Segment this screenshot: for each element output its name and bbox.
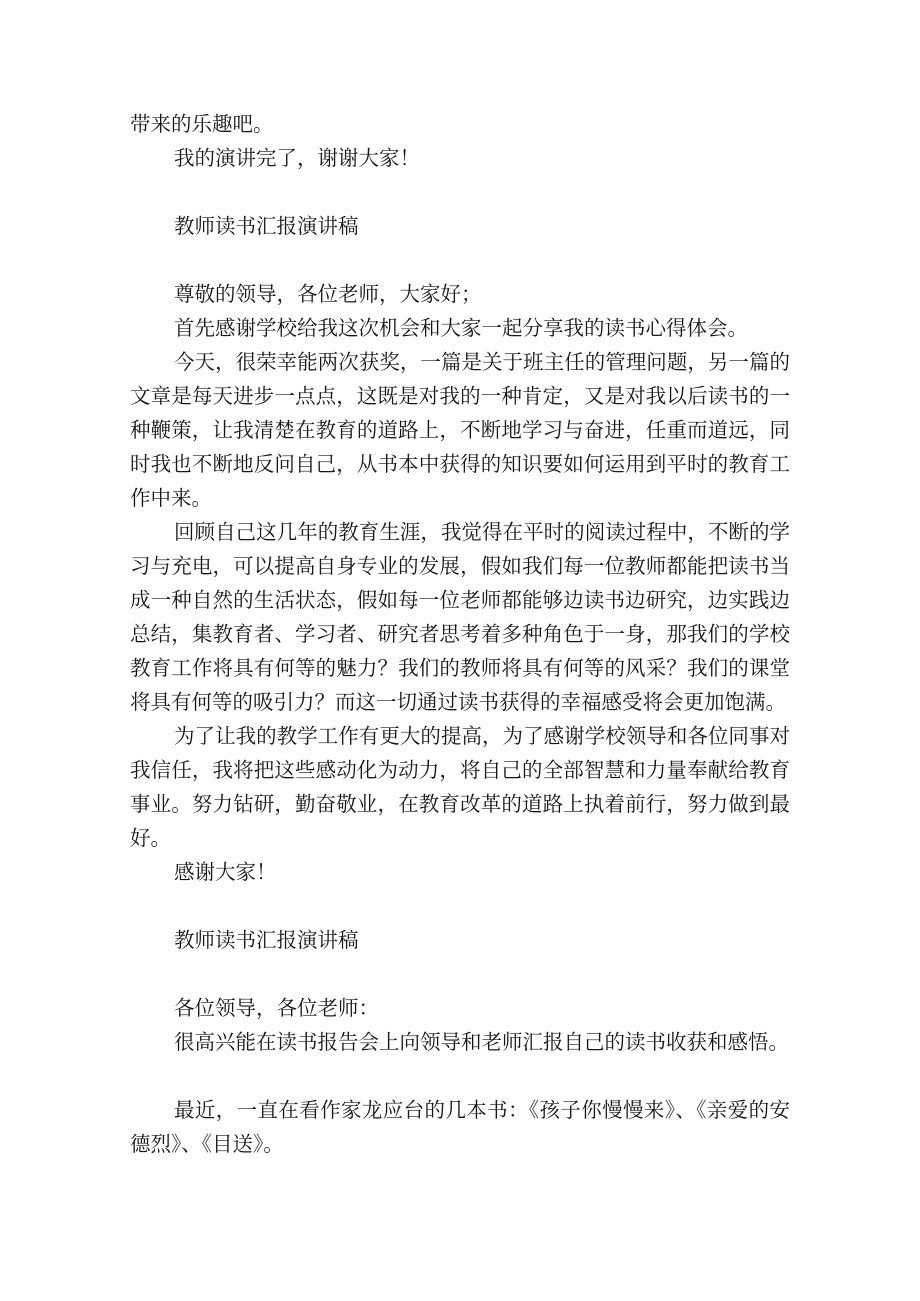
section-title: 教师读书汇报演讲稿 [174,216,359,238]
paragraph: 各位领导，各位老师： [174,998,379,1020]
paragraph: 带来的乐趣吧。 [130,114,274,136]
paragraph: 今天，很荣幸能两次获奖，一篇是关于班主任的管理问题，另一篇的文章是每天进步一点点，这既是对我的一种肯定，又是对我以后读书的一种鞭策，让我清楚在教育的道路上，不断地学习与奋进，任重而道远，同时我也不断地反问自己，从书本中获得的知识要如何运用到平时的教育工作中来。 [130,352,790,510]
paragraph: 为了让我的教学工作有更大的提高，为了感谢学校领导和各位同事对我信任，我将把这些感动化为动力，将自己的全部智慧和力量奉献给教育事业。努力钻研，勤奋敬业，在教育改革的道路上执着前行，努力做到最好。 [130,726,790,850]
paragraph: 感谢大家！ [174,862,277,884]
blank-line [130,244,790,278]
blank-line [130,958,790,992]
paragraph: 我的演讲完了，谢谢大家！ [174,148,420,170]
paragraph: 回顾自己这几年的教育生涯，我觉得在平时的阅读过程中，不断的学习与充电，可以提高自身专业的发展，假如我们每一位教师都能把读书当成一种自然的生活状态，假如每一位老师都能够边读书边研究，边实践边总结，集教育者、学习者、研究者思考着多种角色于一身，那我们的学校教育工作将具有何等的魅力？我们的教师将具有何等的风采？我们的课堂将具有何等的吸引力？而这一切通过读书获得的幸福感受将会更加饱满。 [130,522,790,714]
blank-line [130,890,790,924]
paragraph: 尊敬的领导，各位老师，大家好； [174,284,482,306]
blank-line [130,1060,790,1094]
blank-line [130,176,790,210]
document-body [130,108,790,1162]
paragraph: 最近，一直在看作家龙应台的几本书：《孩子你慢慢来》、《亲爱的安德烈》、《目送》。 [130,1100,790,1156]
paragraph: 很高兴能在读书报告会上向领导和老师汇报自己的读书收获和感悟。 [174,1032,789,1054]
paragraph: 首先感谢学校给我这次机会和大家一起分享我的读书心得体会。 [174,318,748,340]
section-title: 教师读书汇报演讲稿 [174,930,359,952]
